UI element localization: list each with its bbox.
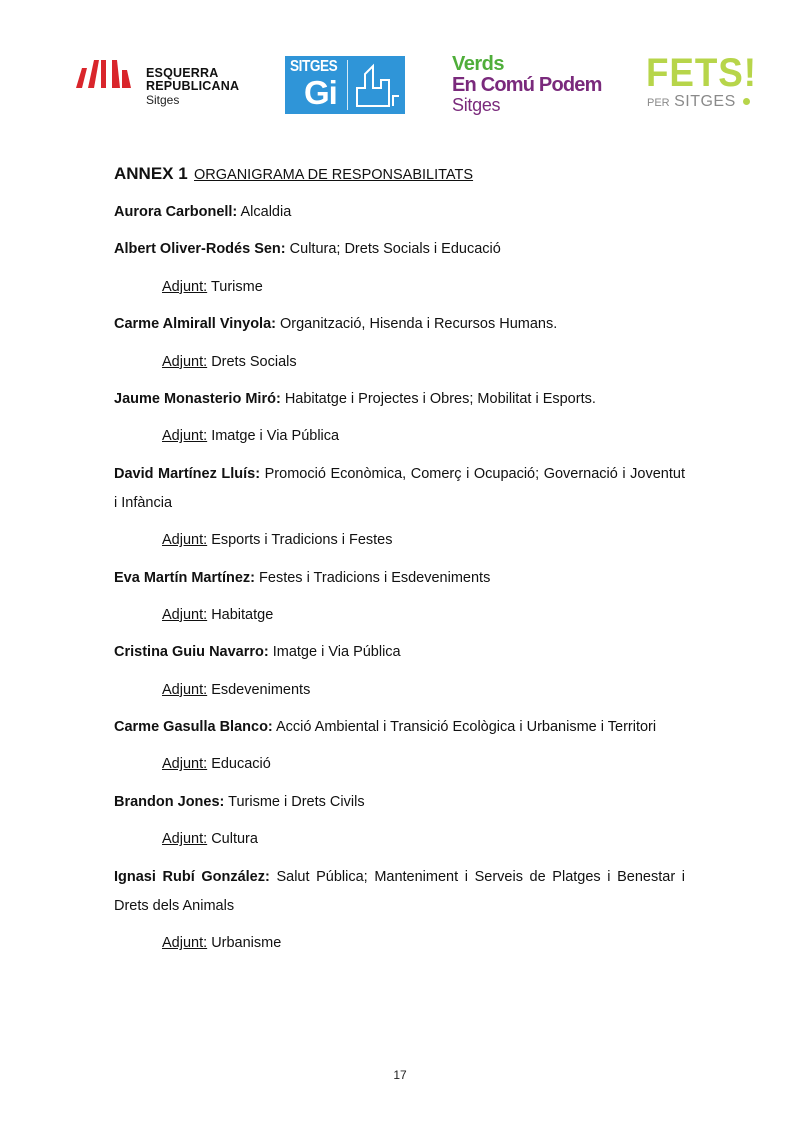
annex-label: ANNEX 1 xyxy=(114,164,188,183)
adjunt-label: Adjunt: xyxy=(162,756,208,773)
erc-line1: ESQUERRA xyxy=(146,66,219,80)
church-outline-icon xyxy=(353,62,401,108)
adjunt-label: Adjunt: xyxy=(162,428,208,445)
councillor-roles: Salut Pública; Manteniment i Serveis de Platges i Benestar i Drets dels Animals xyxy=(114,868,685,914)
entry-councillor xyxy=(114,713,685,742)
entry-councillor xyxy=(114,460,685,518)
entry-adjunt xyxy=(162,601,685,630)
entry-councillor xyxy=(114,385,685,414)
adjunt-area: Educació xyxy=(211,756,271,773)
councillor-name: David Martínez Lluís: xyxy=(114,465,261,482)
entry-adjunt xyxy=(162,825,685,854)
entry-councillor xyxy=(114,564,685,593)
entry-adjunt xyxy=(162,273,685,302)
fets-big: FETS! xyxy=(646,51,757,95)
erc-line2: REPUBLICANA xyxy=(146,79,240,93)
adjunt-label: Adjunt: xyxy=(162,606,208,623)
adjunt-area: Habitatge xyxy=(211,606,274,623)
councillor-roles: Acció Ambiental i Transició Ecològica i Urbanisme i Territori xyxy=(275,719,657,736)
entry-adjunt xyxy=(162,676,685,705)
entry-councillor xyxy=(114,788,685,817)
adjunt-label: Adjunt: xyxy=(162,935,208,952)
councillor-roles: Organització, Hisenda i Recursos Humans. xyxy=(280,316,558,333)
councillor-name: Carme Almirall Vinyola: xyxy=(114,316,276,333)
erc-sub: Sitges xyxy=(146,93,180,107)
entry-councillor xyxy=(114,638,685,667)
fets-dot-icon xyxy=(743,98,750,105)
adjunt-area: Urbanisme xyxy=(211,935,282,952)
annex-title: ORGANIGRAMA DE RESPONSABILITATS xyxy=(194,167,474,183)
erc-logo xyxy=(74,58,264,114)
councillor-name: Aurora Carbonell: xyxy=(114,204,238,220)
sitges-gi-top: SITGES xyxy=(290,58,338,75)
verds-line2: En Comú Podem xyxy=(452,74,602,96)
fets-logo xyxy=(646,51,757,113)
adjunt-area: Esports i Tradicions i Festes xyxy=(211,532,393,549)
adjunt-label: Adjunt: xyxy=(162,532,208,549)
councillor-roles: Turisme i Drets Civils xyxy=(228,793,365,810)
verds-line3: Sitges xyxy=(452,95,501,115)
adjunt-label: Adjunt: xyxy=(162,353,208,370)
entry-adjunt xyxy=(162,422,685,451)
entry-councillor xyxy=(114,235,685,264)
entry-councillor xyxy=(114,310,685,339)
entry-adjunt xyxy=(162,750,685,779)
adjunt-area: Esdeveniments xyxy=(211,681,311,698)
councillor-name: Carme Gasulla Blanco: xyxy=(114,719,273,736)
adjunt-area: Turisme xyxy=(210,278,263,295)
entry-adjunt xyxy=(162,348,685,377)
councillor-roles: Festes i Tradicions i Esdeveniments xyxy=(259,569,491,586)
councillor-roles: Cultura; Drets Socials i Educació xyxy=(289,241,501,258)
entry-councillor xyxy=(114,198,685,227)
verds-logo xyxy=(452,53,612,117)
adjunt-area: Drets Socials xyxy=(211,353,297,370)
annex-heading xyxy=(114,163,685,186)
responsibilities-list xyxy=(114,198,685,958)
councillor-roles: Habitatge i Projectes i Obres; Mobilitat i Esports. xyxy=(284,390,596,407)
entry-adjunt xyxy=(162,526,685,555)
entry-councillor xyxy=(114,863,685,921)
entry-adjunt xyxy=(162,929,685,958)
adjunt-area: Imatge i Via Pública xyxy=(211,428,340,445)
councillor-roles: Promoció Econòmica, Comerç i Ocupació; Governació i Joventut i Infància xyxy=(114,465,685,511)
sitges-gi-divider xyxy=(347,60,348,110)
adjunt-label: Adjunt: xyxy=(162,681,208,698)
councillor-name: Brandon Jones: xyxy=(114,793,225,810)
councillor-name: Albert Oliver-Rodés Sen: xyxy=(114,241,286,258)
councillor-name: Jaume Monasterio Miró: xyxy=(114,390,281,407)
councillor-roles: Imatge i Via Pública xyxy=(272,644,401,661)
councillor-name: Cristina Guiu Navarro: xyxy=(114,644,269,661)
fets-small xyxy=(647,93,736,111)
document-body xyxy=(114,163,685,966)
adjunt-area: Cultura xyxy=(211,831,258,848)
fets-sitges: SITGES xyxy=(674,93,736,110)
sitges-gi-bottom: Gi xyxy=(304,74,337,111)
verds-line1: Verds xyxy=(452,53,504,75)
page-number: 17 xyxy=(393,1068,407,1082)
councillor-roles: Alcaldia xyxy=(240,204,292,220)
sitges-gi-logo xyxy=(285,56,405,114)
fets-per: PER xyxy=(647,97,670,109)
erc-stripes-icon xyxy=(74,58,134,92)
councillor-name: Eva Martín Martínez: xyxy=(114,569,255,586)
adjunt-label: Adjunt: xyxy=(162,831,208,848)
councillor-name: Ignasi Rubí González: xyxy=(114,868,270,885)
adjunt-label: Adjunt: xyxy=(162,278,208,295)
